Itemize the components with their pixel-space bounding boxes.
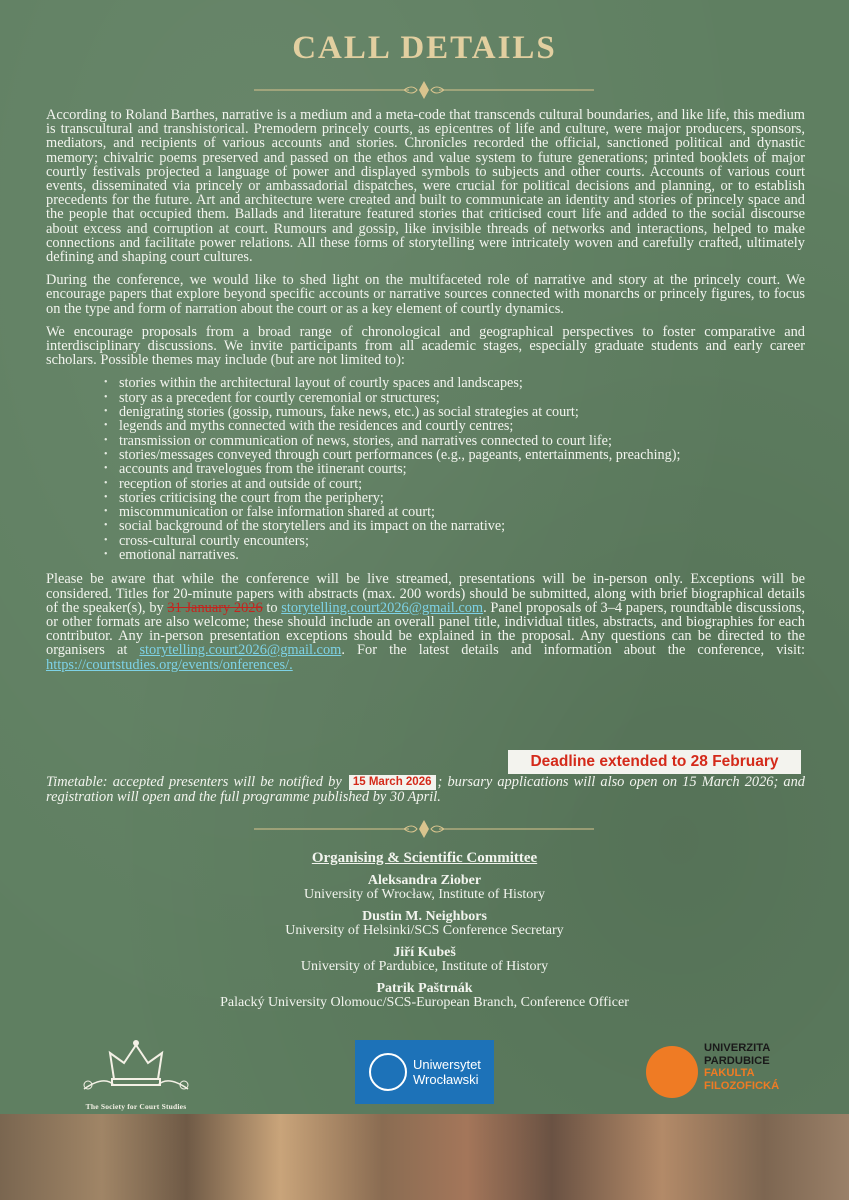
committee-member-affiliation: University of Wrocław, Institute of History — [304, 887, 545, 902]
list-item: • denigrating stories (gossip, rumours, fake news, etc.) as social strategies at court; — [119, 405, 805, 419]
committee-section — [0, 851, 849, 1018]
university-name — [413, 1057, 481, 1087]
page-title: CALL DETAILS — [292, 30, 557, 66]
committee-member-name: Dustin M. Neighbors — [362, 908, 487, 924]
divider-ornament-top — [254, 79, 594, 101]
struck-old-deadline: 31 January 2026 — [167, 599, 263, 616]
list-item: • story as a precedent for courtly ceremonial or structures; — [119, 391, 805, 405]
list-item: • legends and myths connected with the residences and courtly centres; — [119, 419, 805, 433]
list-item: • miscommunication or false information shared at court; — [119, 505, 805, 519]
committee-member-affiliation: University of Pardubice, Institute of History — [300, 959, 549, 974]
committee-heading: Organising & Scientific Committee — [311, 850, 538, 866]
list-item: • stories/messages conveyed through court performances (e.g., pageants, entertainments, preaching); — [119, 448, 805, 462]
committee-member-affiliation: Palacký University Olomouc/SCS-European Branch, Conference Officer — [220, 995, 629, 1010]
list-item: • emotional narratives. — [119, 548, 805, 562]
timetable-note — [46, 775, 805, 805]
divider-ornament-bottom — [254, 818, 594, 840]
paragraph-submission — [46, 572, 805, 671]
list-item: • stories within the architectural layout of courtly spaces and landscapes; — [119, 376, 805, 390]
list-item: • accounts and travelogues from the itinerant courts; — [119, 462, 805, 476]
list-item: • cross-cultural courtly encounters; — [119, 534, 805, 548]
submission-text: to — [262, 599, 282, 616]
society-name: The Society for Court Studies — [85, 1102, 187, 1111]
timetable-text: ; bursary applications will also open on 15 March 2026; and registration will open and the full programme published by 30 April. — [46, 774, 805, 805]
submission-text: Please be aware that while the conference will be live streamed, presentations will be in-person only. Exceptions will be considered. Titles for 20-minute papers with abstracts (max. 200 words) should be submitted, along with brief biographical details of the speaker(s), by — [46, 571, 805, 616]
timetable-text: Timetable: accepted presenters will be notified by — [46, 774, 347, 790]
university-name-line: Uniwersytet — [413, 1057, 481, 1072]
paragraph-proposals: We encourage proposals from a broad range of chronological and geographical perspectives to foster comparative and interdisciplinary discussions. We invite participants from all academic stages, especially graduate students and early career scholars. Possible themes may include (but are not limited to): — [46, 323, 805, 369]
list-item: • transmission or communication of news, stories, and narratives connected to court life; — [119, 434, 805, 448]
fresco-banner-image — [0, 1114, 849, 1200]
paragraph-intro: According to Roland Barthes, narrative is a medium and a meta-code that transcends cultural boundaries, and like life, this medium is transcultural and transhistorical. Premodern princely courts, as epicentres of life and culture, were major producers, sponsors, mediators, and recipients of various accounts and stories. Chronicles recorded the official, sanctioned political and dynastic memory; chivalric poems preserved and passed on the ethos and value system to future generations; printed booklets of major courtly festivals projected a language of power and displayed symbols to subjects and other courts. Accounts of various court events, disseminated via princely or ambassadorial dispatches, were crucial for political decisions and planning, or to establish precedents for the future. Art and architecture were created and built to communicate an identity and stories of princely space and the people that occupied them. Ballads and literature featured stories that criticised court life and added to the social discourse about excess and corruption at court. Rumours and gossip, like invisible threads of networks and interactions, helped to make connections and facilitate power relations. All these forms of storytelling were intricately woven and carefully crafted, ultimately defining and shaping court cultures. — [46, 107, 805, 266]
paragraph-conference-aim: During the conference, we would like to shed light on the multifaceted role of narrative and story at the princely court. We encourage papers that explore beyond specific accounts or narrative sources connected with monarchs or princely figures, to focus on the type and form of narration about the court or as a key element of courtly dynamics. — [46, 272, 805, 317]
university-wroclaw-logo — [355, 1040, 494, 1104]
university-emblem-icon — [646, 1046, 698, 1098]
logo-text-line: PARDUBICE — [704, 1054, 770, 1067]
list-item: • reception of stories at and outside of court; — [119, 477, 805, 491]
themes-list — [46, 376, 805, 562]
email-link[interactable]: storytelling.court2026@gmail.com — [281, 599, 484, 616]
crown-icon — [74, 1035, 198, 1101]
logo-text-line: FILOZOFICKÁ — [704, 1079, 780, 1092]
logo-text-line: UNIVERZITA — [704, 1042, 771, 1054]
faculty-name — [704, 1042, 779, 1092]
university-name-line: Wrocławski — [413, 1072, 479, 1087]
conference-url-link[interactable]: https://courtstudies.org/events/onferences/. — [46, 656, 293, 673]
list-item: • stories criticising the court from the periphery; — [119, 491, 805, 505]
committee-member-affiliation: University of Helsinki/SCS Conference Secretary — [285, 923, 564, 938]
committee-member-name: Jiří Kubeš — [393, 944, 456, 960]
university-pardubice-logo — [646, 1040, 806, 1104]
eagle-emblem-icon — [369, 1053, 407, 1091]
call-body — [46, 108, 805, 681]
notification-date-badge: 15 March 2026 — [349, 775, 436, 790]
deadline-extension-badge: Deadline extended to 28 February — [508, 750, 801, 774]
logo-text-line: FAKULTA — [704, 1067, 755, 1079]
committee-member-name: Patrik Paštrnák — [376, 980, 473, 996]
society-court-studies-logo — [74, 1035, 198, 1115]
list-item: • social background of the storytellers and its impact on the narrative; — [119, 519, 805, 533]
email-link-organisers[interactable]: storytelling.court2026@gmail.com — [139, 642, 342, 659]
submission-text: . Panel proposals of 3–4 papers, roundtable discussions, or other formats are also welcome; these should include an overall panel title, individual titles, abstracts, and biographies for each contributor. Any in-person presentation exceptions should be explained in the proposal. Any questions can be directed to the organisers at — [46, 599, 806, 659]
submission-text: . For the latest details and information about the conference, visit: — [341, 642, 806, 659]
committee-member-name: Aleksandra Ziober — [367, 872, 482, 888]
